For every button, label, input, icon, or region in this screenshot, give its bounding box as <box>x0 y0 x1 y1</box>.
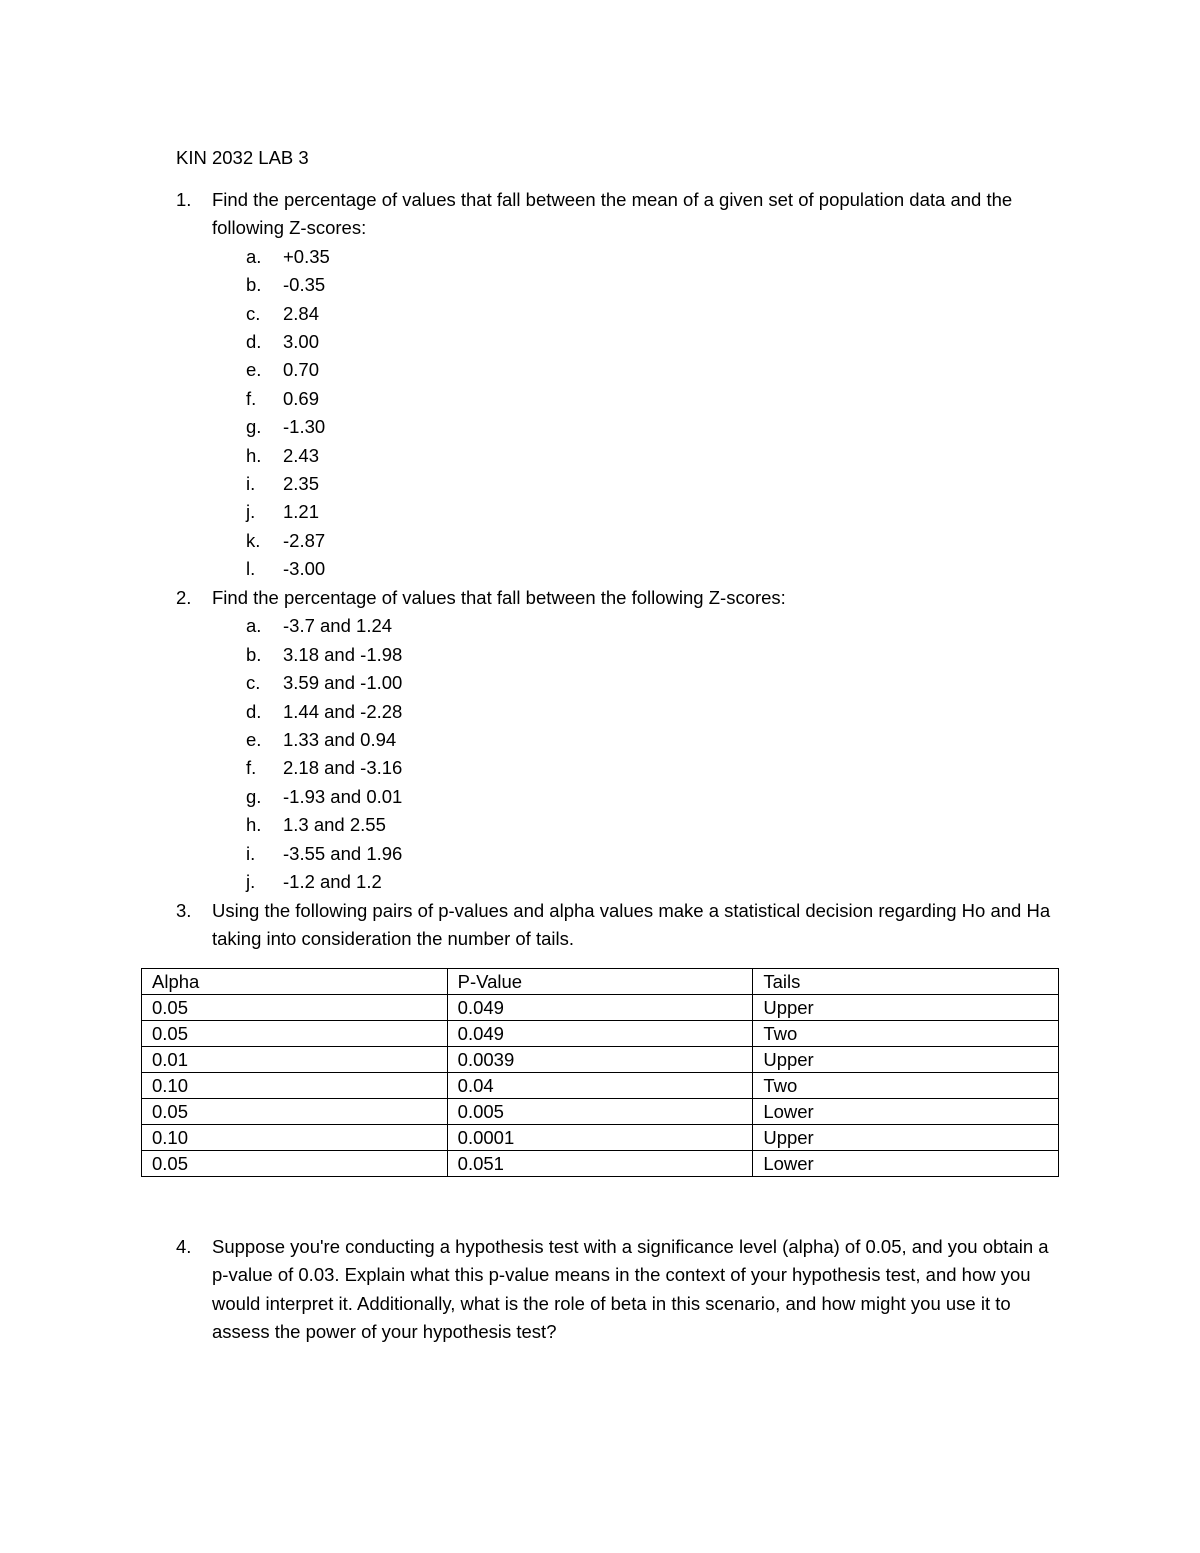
alpha-cell: 0.05 <box>142 1021 448 1047</box>
item-value: 2.18 and -3.16 <box>283 757 403 779</box>
p-value-cell: 0.049 <box>447 995 753 1021</box>
list-item <box>176 300 1056 328</box>
list-item <box>176 385 1056 413</box>
item-value: -3.55 and 1.96 <box>283 842 403 864</box>
question-2-list <box>176 612 1056 896</box>
item-letter: d. <box>246 700 262 722</box>
alpha-cell: 0.01 <box>142 1047 448 1073</box>
question-4-prompt <box>176 1233 1056 1347</box>
item-letter: j. <box>246 870 256 892</box>
item-value: 0.70 <box>283 359 320 381</box>
column-header-alpha: Alpha <box>142 969 448 995</box>
item-letter: j. <box>246 501 256 523</box>
list-item <box>176 527 1056 555</box>
question-2 <box>176 584 1056 896</box>
list-item <box>176 555 1056 583</box>
list-item <box>176 726 1056 754</box>
list-item <box>176 754 1056 782</box>
item-value: -0.35 <box>283 274 326 296</box>
item-value: -3.00 <box>283 558 326 580</box>
list-item <box>176 783 1056 811</box>
column-header-p-value: P-Value <box>447 969 753 995</box>
item-value: -1.93 and 0.01 <box>283 785 403 807</box>
item-value: 2.35 <box>283 472 320 494</box>
table-row <box>142 1151 1059 1177</box>
list-item <box>176 498 1056 526</box>
item-letter: c. <box>246 672 261 694</box>
item-letter: d. <box>246 330 262 352</box>
table-header-row <box>142 969 1059 995</box>
tails-cell: Lower <box>753 1099 1059 1125</box>
tails-cell: Upper <box>753 1047 1059 1073</box>
item-letter: i. <box>246 472 256 494</box>
item-value: 2.43 <box>283 444 320 466</box>
item-value: -2.87 <box>283 529 326 551</box>
item-value: 1.33 and 0.94 <box>283 728 397 750</box>
question-2-prompt <box>176 584 1056 612</box>
item-value: 2.84 <box>283 302 320 324</box>
question-4 <box>176 1233 1056 1347</box>
item-value: 1.3 and 2.55 <box>283 814 386 836</box>
item-letter: a. <box>246 245 262 267</box>
table-row <box>142 1073 1059 1099</box>
item-letter: b. <box>246 274 262 296</box>
list-item <box>176 669 1056 697</box>
list-item <box>176 243 1056 271</box>
item-value: 3.18 and -1.98 <box>283 643 403 665</box>
p-value-cell: 0.0039 <box>447 1047 753 1073</box>
item-letter: e. <box>246 359 262 381</box>
question-3 <box>176 897 1056 954</box>
tails-cell: Lower <box>753 1151 1059 1177</box>
alpha-cell: 0.05 <box>142 1151 448 1177</box>
table-row <box>142 1021 1059 1047</box>
tails-cell: Upper <box>753 1125 1059 1151</box>
item-letter: f. <box>246 387 257 409</box>
question-1 <box>176 186 1056 584</box>
list-item <box>176 328 1056 356</box>
question-1-prompt <box>176 186 1056 243</box>
table-row <box>142 995 1059 1021</box>
list-item <box>176 840 1056 868</box>
page-title: KIN 2032 LAB 3 <box>176 147 309 168</box>
item-value: -1.30 <box>283 416 326 438</box>
item-letter: g. <box>246 416 262 438</box>
p-value-cell: 0.005 <box>447 1099 753 1125</box>
item-value: 0.69 <box>283 387 320 409</box>
item-letter: b. <box>246 643 262 665</box>
alpha-cell: 0.10 <box>142 1125 448 1151</box>
item-letter: k. <box>246 529 261 551</box>
alpha-cell: 0.05 <box>142 1099 448 1125</box>
list-item <box>176 413 1056 441</box>
list-item <box>176 470 1056 498</box>
column-header-tails: Tails <box>753 969 1059 995</box>
list-item <box>176 612 1056 640</box>
list-item <box>176 868 1056 896</box>
alpha-pvalue-table <box>141 968 1059 1177</box>
item-letter: a. <box>246 615 262 637</box>
alpha-cell: 0.05 <box>142 995 448 1021</box>
table-row <box>142 1047 1059 1073</box>
list-item <box>176 811 1056 839</box>
item-value: 1.21 <box>283 501 320 523</box>
question-1-list <box>176 243 1056 584</box>
list-item <box>176 442 1056 470</box>
list-item <box>176 641 1056 669</box>
item-letter: e. <box>246 728 262 750</box>
item-value: 3.00 <box>283 330 320 352</box>
p-value-cell: 0.051 <box>447 1151 753 1177</box>
list-item <box>176 356 1056 384</box>
item-letter: i. <box>246 842 256 864</box>
item-letter: h. <box>246 444 262 466</box>
alpha-cell: 0.10 <box>142 1073 448 1099</box>
item-letter: h. <box>246 814 262 836</box>
question-3-prompt <box>176 897 1056 954</box>
p-value-cell: 0.0001 <box>447 1125 753 1151</box>
p-value-cell: 0.049 <box>447 1021 753 1047</box>
question-1-number: 1. <box>176 189 192 210</box>
item-value: +0.35 <box>283 245 330 267</box>
item-letter: f. <box>246 757 257 779</box>
question-2-text: Find the percentage of values that fall between the following Z-scores: <box>212 587 786 608</box>
tails-cell: Two <box>753 1073 1059 1099</box>
item-letter: c. <box>246 302 261 324</box>
item-value: -3.7 and 1.24 <box>283 615 393 637</box>
tails-cell: Upper <box>753 995 1059 1021</box>
question-3-text: Using the following pairs of p-values and alpha values make a statistical decision regarding Ho and Ha taking into consideration the number of tails. <box>212 900 1051 950</box>
list-item <box>176 698 1056 726</box>
item-letter: l. <box>246 558 256 580</box>
item-value: 3.59 and -1.00 <box>283 672 403 694</box>
question-2-number: 2. <box>176 587 192 608</box>
question-4-text: Suppose you're conducting a hypothesis test with a significance level (alpha) of 0.05, and you obtain a p-value of 0.03. Explain what this p-value means in the context of your hypothesis test, and how you would interpret it. Additionally, what is the role of beta in this scenario, and how might you use it to assess the power of your hypothesis test? <box>212 1236 1049 1343</box>
question-3-number: 3. <box>176 900 192 921</box>
question-1-text: Find the percentage of values that fall between the mean of a given set of population data and the following Z-scores: <box>212 189 1013 239</box>
list-item <box>176 271 1056 299</box>
table-row <box>142 1099 1059 1125</box>
item-value: 1.44 and -2.28 <box>283 700 403 722</box>
item-letter: g. <box>246 785 262 807</box>
tails-cell: Two <box>753 1021 1059 1047</box>
question-4-number: 4. <box>176 1236 192 1257</box>
item-value: -1.2 and 1.2 <box>283 870 382 892</box>
p-value-cell: 0.04 <box>447 1073 753 1099</box>
table-row <box>142 1125 1059 1151</box>
